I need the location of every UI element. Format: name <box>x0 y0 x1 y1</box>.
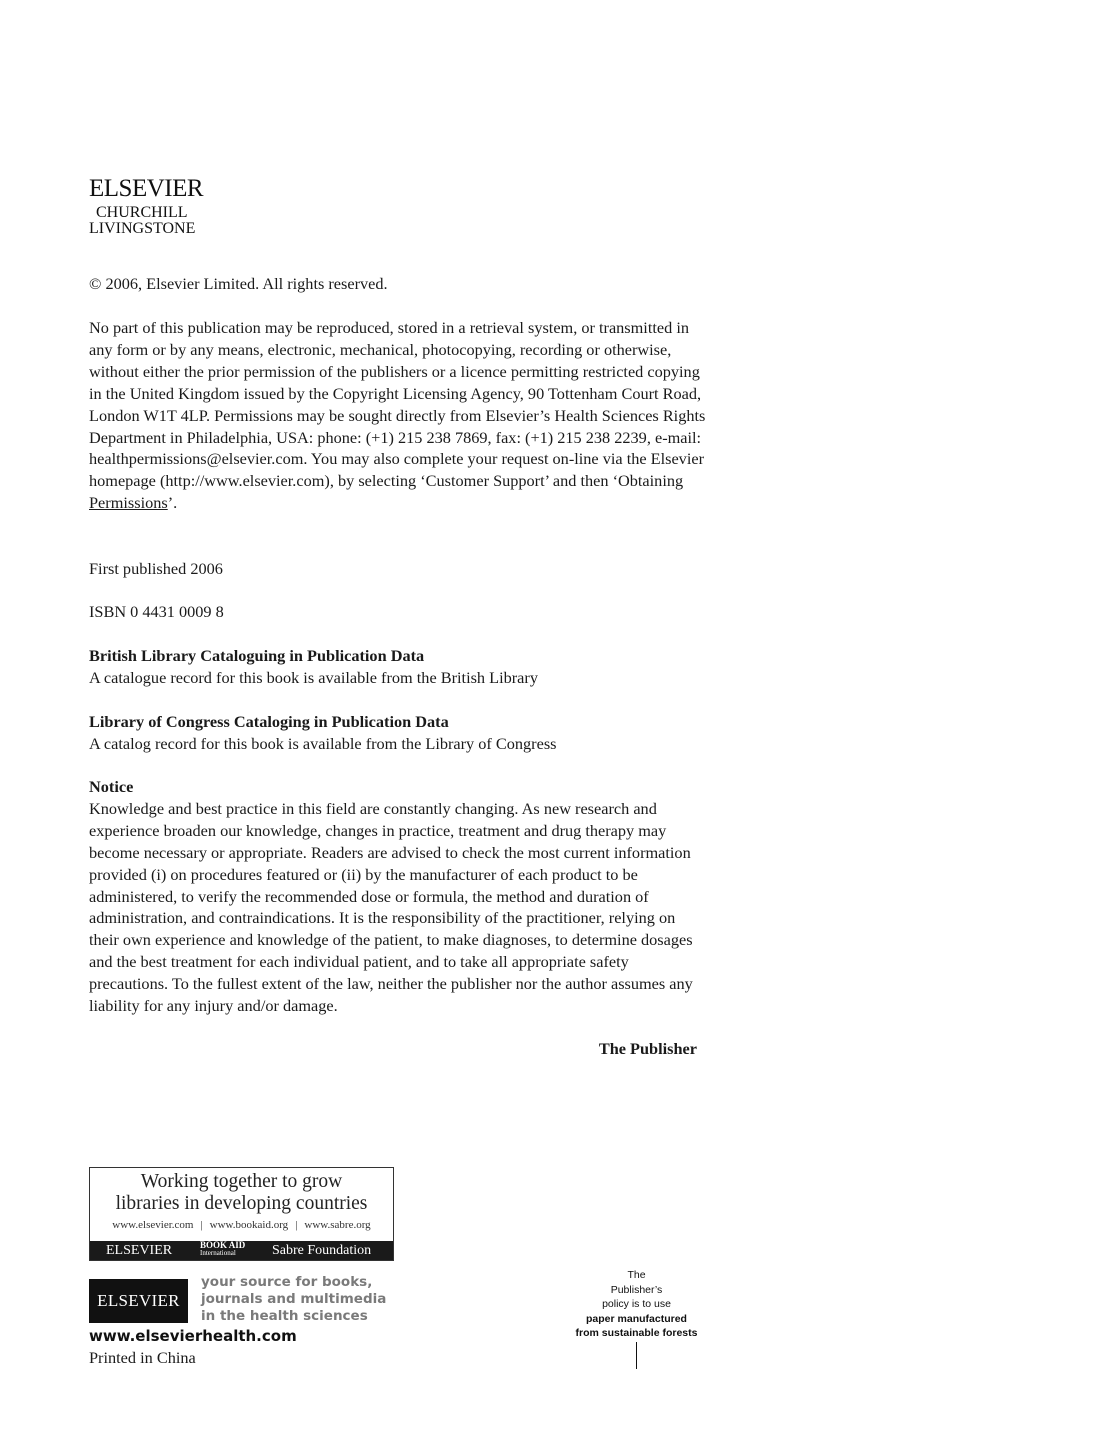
british-library-section <box>89 645 709 689</box>
printed-in: Printed in China <box>89 1348 196 1367</box>
logo-imprint-line-2: LIVINGSTONE <box>89 220 196 237</box>
sustainable-forest-notice <box>570 1268 703 1341</box>
elsevier-logo-box: ELSEVIER <box>89 1279 188 1323</box>
forest-line-1: The <box>627 1269 646 1281</box>
notice-section <box>89 776 709 1017</box>
notice-heading: Notice <box>89 777 134 796</box>
british-library-heading: British Library Cataloguing in Publication Data <box>89 646 425 665</box>
book-aid-line-2: libraries in developing countries <box>115 1193 368 1214</box>
url-sabre[interactable]: www.sabre.org <box>304 1219 371 1231</box>
url-bookaid[interactable]: www.bookaid.org <box>209 1219 289 1231</box>
book-aid-line-1: Working together to grow <box>140 1171 343 1192</box>
forest-notice-divider <box>636 1342 637 1369</box>
isbn: ISBN 0 4431 0009 8 <box>89 602 224 621</box>
forest-line-5: from sustainable forests <box>575 1327 698 1339</box>
elsevier-health-website[interactable]: www.elsevierhealth.com <box>89 1327 297 1345</box>
rights-paragraph <box>89 317 709 514</box>
logo-imprint-line-1: CHURCHILL <box>96 204 188 221</box>
sabre-partner-logo: Sabre Foundation <box>272 1243 372 1258</box>
library-of-congress-section <box>89 711 709 755</box>
publisher-signature: The Publisher <box>598 1039 697 1058</box>
library-of-congress-text: A catalog record for this book is available from the Library of Congress <box>89 733 557 753</box>
library-of-congress-heading: Library of Congress Cataloging in Publication Data <box>89 712 449 731</box>
notice-text: Knowledge and best practice in this field are constantly changing. As new research and experience broaden our knowledge, changes in practice, treatment and drug therapy may become necessary or appropriate. Readers are advised to check the most current information provided (i) on procedures featured or (ii) by the manufacturer of each product to be administered, to verify the recommended dose or formula, the method and duration of administration, and contraindications. It is the responsibility of the practitioner, relying on their own experience and knowledge of the patient, to make diagnoses, to determine dosages and the best treatment for each individual patient, and to take all appropriate safety precautions. To the fullest extent of the law, neither the publisher nor the author assumes any liability for any injury and/or damage. <box>89 798 693 1016</box>
tagline-line-3: in the health sciences <box>201 1308 368 1324</box>
book-aid-urls: www.elsevier.com | www.bookaid.org | www.sabre.org <box>112 1219 371 1231</box>
forest-line-3: policy is to use <box>602 1298 671 1310</box>
tagline-line-2: journals and multimedia <box>201 1291 387 1307</box>
copyright-line: © 2006, Elsevier Limited. All rights reserved. <box>89 274 388 293</box>
publisher-logo: ELSEVIER <box>89 175 204 202</box>
tagline-line-1: your source for books, <box>201 1274 373 1290</box>
url-elsevier[interactable]: www.elsevier.com <box>112 1219 194 1231</box>
permissions-link[interactable]: Permissions <box>89 493 168 513</box>
elsevier-partner-logo: ELSEVIER <box>106 1243 173 1258</box>
bookaid-partner-logo: BOOK AID International <box>200 1240 246 1257</box>
rights-text: No part of this publication may be reproduced, stored in a retrieval system, or transmitted in any form or by any means, electronic, mechanical, photocopying, recording or otherwise, without either the prior permission of the publishers or a licence permitting restricted copying in the United Kingdom issued by the Copyright Licensing Agency, 90 Tottenham Court Road, London W1T 4LP. Permissions may be sought directly from Elsevier’s Health Sciences Rights Department in Philadelphia, USA: phone: (+1) 215 238 7869, fax: (+1) 215 238 2239, e-mail: healthpermissions@elsevier.com. You may also complete your request on-line via the Elsevier homepage (http://www.elsevier.com), by selecting ‘Customer Support’ and then ‘Obtaining <box>89 318 706 491</box>
elsevier-tagline <box>201 1274 386 1325</box>
partner-logos-band <box>90 1241 393 1260</box>
forest-line-4: paper manufactured <box>586 1312 687 1325</box>
forest-line-2: Publisher’s <box>610 1283 663 1296</box>
british-library-text: A catalogue record for this book is available from the British Library <box>89 667 538 687</box>
first-published: First published 2006 <box>89 559 223 578</box>
rights-text-end: ’. <box>167 493 178 513</box>
book-aid-banner <box>89 1167 394 1261</box>
